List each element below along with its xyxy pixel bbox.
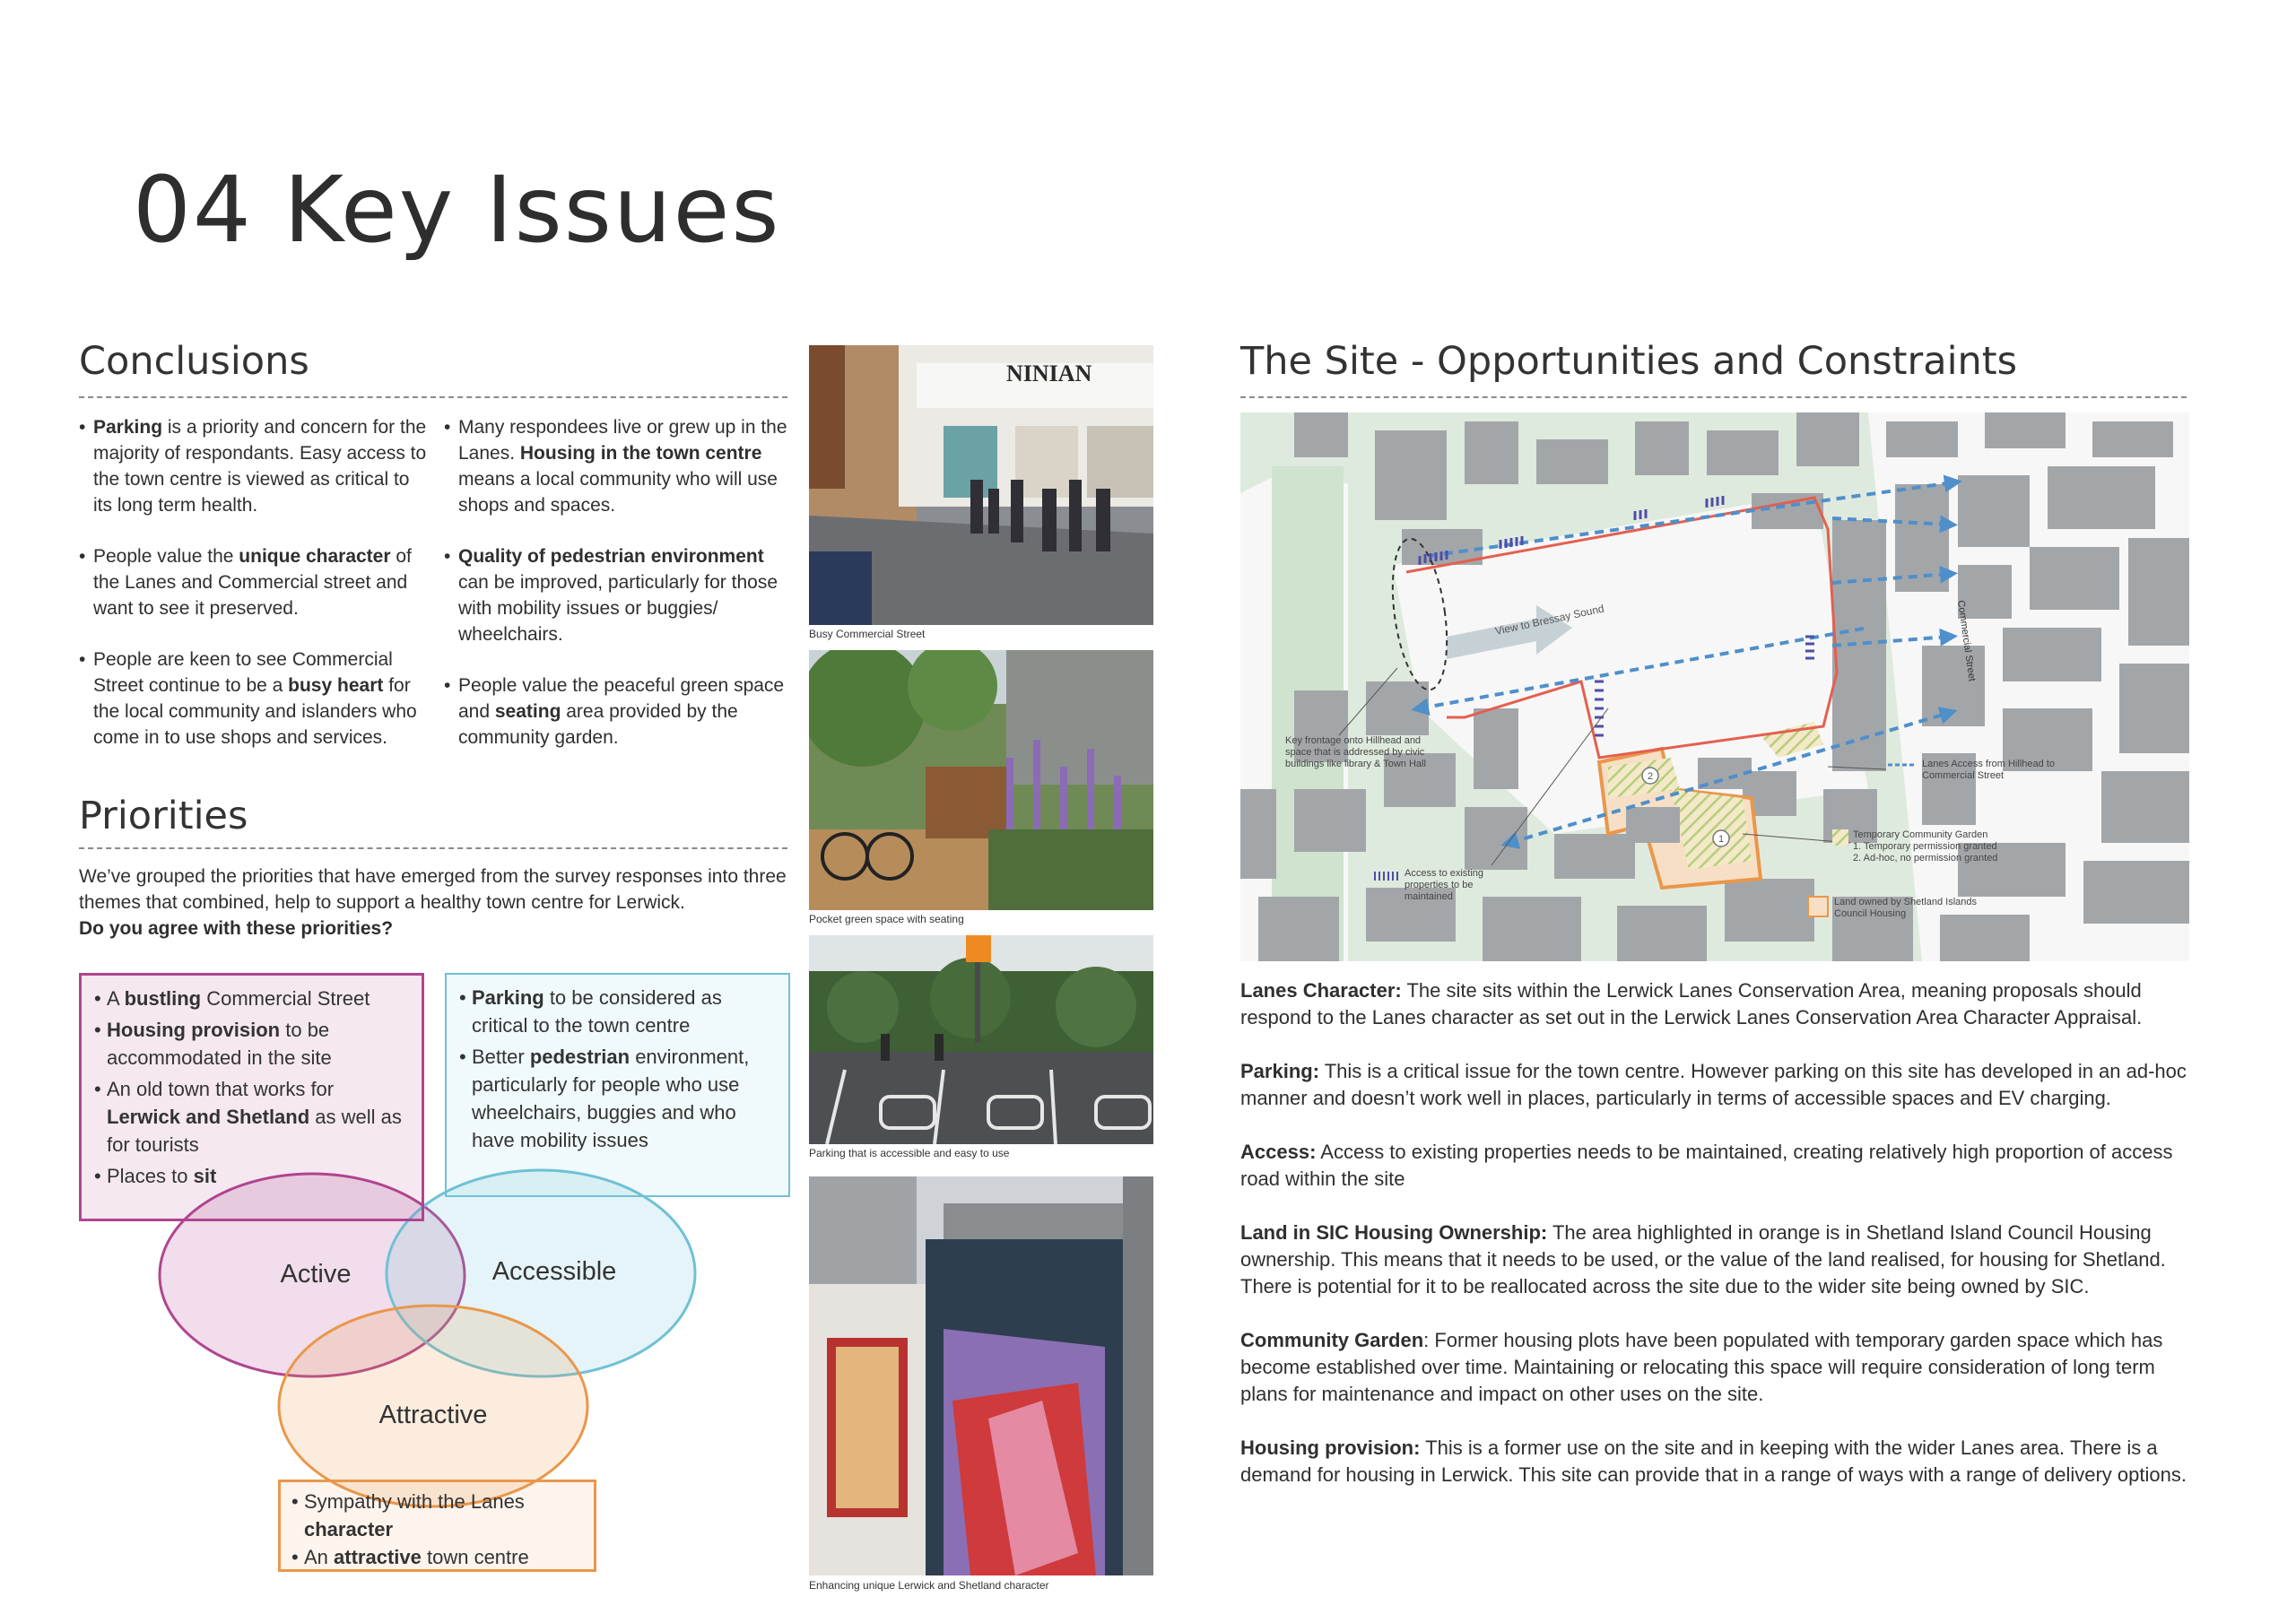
attractive-priorities-box (278, 1480, 596, 1572)
conclusions-column-1 (79, 414, 429, 776)
accessible-priorities-box (445, 973, 790, 1197)
ninian-sign-text: NINIAN (1006, 360, 1092, 386)
site-paragraphs (1240, 977, 2200, 1515)
priorities-intro: We’ve grouped the priorities that have emerged from the survey responses into three themes that combined, help to support a healthy town centre for Lerwick. Do you agree with these priorities? (79, 866, 787, 939)
accessible-priority-item: • Parking to be considered as critical to the town centre (459, 984, 776, 1039)
conclusion-item: • People value the unique character of the Lanes and Commercial street and want to see it preserved. (79, 543, 429, 621)
conclusion-item: • Many respondees live or grew up in the Lanes. Housing in the town centre means a local community who will use shops and spaces. (444, 414, 789, 518)
site-paragraph: Land in SIC Housing Ownership: The area highlighted in orange is in Shetland Island Council Housing ownership. This means that it needs to be used, or the value of the land realised, for housing for Shetland. There is potential for it to be reallocated across the site due to the wider site being owned by SIC. (1240, 1221, 2166, 1298)
attractive-priority-item: • An attractive town centre (291, 1543, 583, 1571)
map-annotation-frontage: Key frontage onto Hillhead and space that is addressed by civic buildings like library & Town Hall (1285, 735, 1426, 769)
photo-caption: Pocket green space with seating (809, 913, 964, 925)
photo-accessible-parking (809, 935, 1153, 1144)
legend-garden-swatch (1832, 829, 1848, 846)
photo-caption: Enhancing unique Lerwick and Shetland character (809, 1579, 1049, 1592)
site-map-drawing (1240, 412, 2189, 961)
active-priority-item: • Housing provision to be accommodated in the site (94, 1016, 409, 1072)
conclusions-column-2 (444, 414, 789, 776)
photo-busy-commercial-street (809, 345, 1153, 625)
photo-caption: Busy Commercial Street (809, 628, 926, 640)
conclusion-item: • People are keen to see Commercial Street continue to be a busy heart for the local community and islanders who come in to use shops and services. (79, 647, 429, 751)
garden-marker-1: 1 (1718, 834, 1725, 845)
site-map (1240, 412, 2189, 961)
site-paragraph: Community Garden: Former housing plots have been populated with temporary garden space which has become established over time. Maintaining or relocating this space will require consideration of long term plans for maintenance and impact on other uses on the site. (1240, 1329, 2163, 1405)
photo-lerwick-character (809, 1176, 1153, 1575)
site-paragraph: Access: Access to existing properties needs to be maintained, creating relatively high proportion of access road within the site (1240, 1141, 2173, 1190)
accessible-priority-item: • Better pedestrian environment, particularly for people who use wheelchairs, buggies and who have mobility issues (459, 1043, 776, 1154)
lerwick-character-image (809, 1176, 1153, 1575)
active-priority-item: • A bustling Commercial Street (94, 985, 409, 1012)
photo-pocket-green-space (809, 650, 1153, 910)
map-annotation-lanes-access: Lanes Access from Hillhead to Commercial Street (1922, 759, 2055, 781)
conclusions-heading: Conclusions (79, 339, 309, 384)
active-priority-item: • Places to sit (94, 1162, 409, 1190)
site-paragraph: Lanes Character: The site sits within the Lerwick Lanes Conservation Area, meaning proposals should respond to the Lanes character as set out in the Lerwick Lanes Conservation Area Character Appraisal. (1240, 979, 2143, 1028)
venn-accessible-label: Accessible (491, 1257, 617, 1286)
photo-caption: Parking that is accessible and easy to use (809, 1147, 1010, 1159)
conclusion-item: • People value the peaceful green space and seating area provided by the community garden. (444, 673, 789, 751)
priorities-heading: Priorities (79, 794, 248, 838)
street-scene-image (809, 345, 1153, 625)
conclusion-item: • Parking is a priority and concern for the majority of respondants. Easy access to the town centre is viewed as critical to its long term health. (79, 414, 429, 518)
green-space-image (809, 650, 1153, 910)
garden-marker-2: 2 (1647, 771, 1654, 782)
venn-active-label: Active (280, 1260, 352, 1289)
parking-image (809, 935, 1153, 1144)
map-annotation-access: Access to existing properties to be maintained (1405, 868, 1484, 902)
site-heading: The Site - Opportunities and Constraints (1240, 339, 2018, 384)
attractive-priority-item: • Sympathy with the Lanes character (291, 1488, 583, 1543)
venn-attractive-label: Attractive (378, 1401, 488, 1429)
conclusions-divider (79, 396, 787, 398)
map-annotation-garden: Temporary Community Garden 1. Temporary permission granted 2. Ad-hoc, no permission granted (1853, 829, 1998, 864)
conclusion-item: • Quality of pedestrian environment can be improved, particularly for those with mobility issues or buggies/ wheelchairs. (444, 543, 789, 647)
page-title: 04 Key Issues (133, 157, 781, 264)
active-priorities-box (79, 973, 424, 1221)
priorities-divider (79, 847, 787, 849)
active-priority-item: • An old town that works for Lerwick and Shetland as well as for tourists (94, 1075, 409, 1159)
ev-charging-icon (966, 935, 991, 962)
legend-land-swatch (1808, 897, 1828, 916)
site-paragraph: Housing provision: This is a former use on the site and in keeping with the wider Lanes area. There is a demand for housing in Lerwick. This site can provide that in a range of ways with a range of delivery options. (1240, 1436, 2187, 1486)
map-view-label: View to Bressay Sound (1493, 602, 1605, 638)
map-street-label: Commercial Street (1955, 599, 1978, 682)
site-paragraph: Parking: This is a critical issue for the town centre. However parking on this site has developed in an ad-hoc manner and doesn’t work well in places, particularly in terms of accessible spaces and EV charging. (1240, 1060, 2187, 1109)
map-annotation-land: Land owned by Shetland Islands Council Housing (1834, 897, 1978, 919)
site-divider (1240, 396, 2187, 398)
